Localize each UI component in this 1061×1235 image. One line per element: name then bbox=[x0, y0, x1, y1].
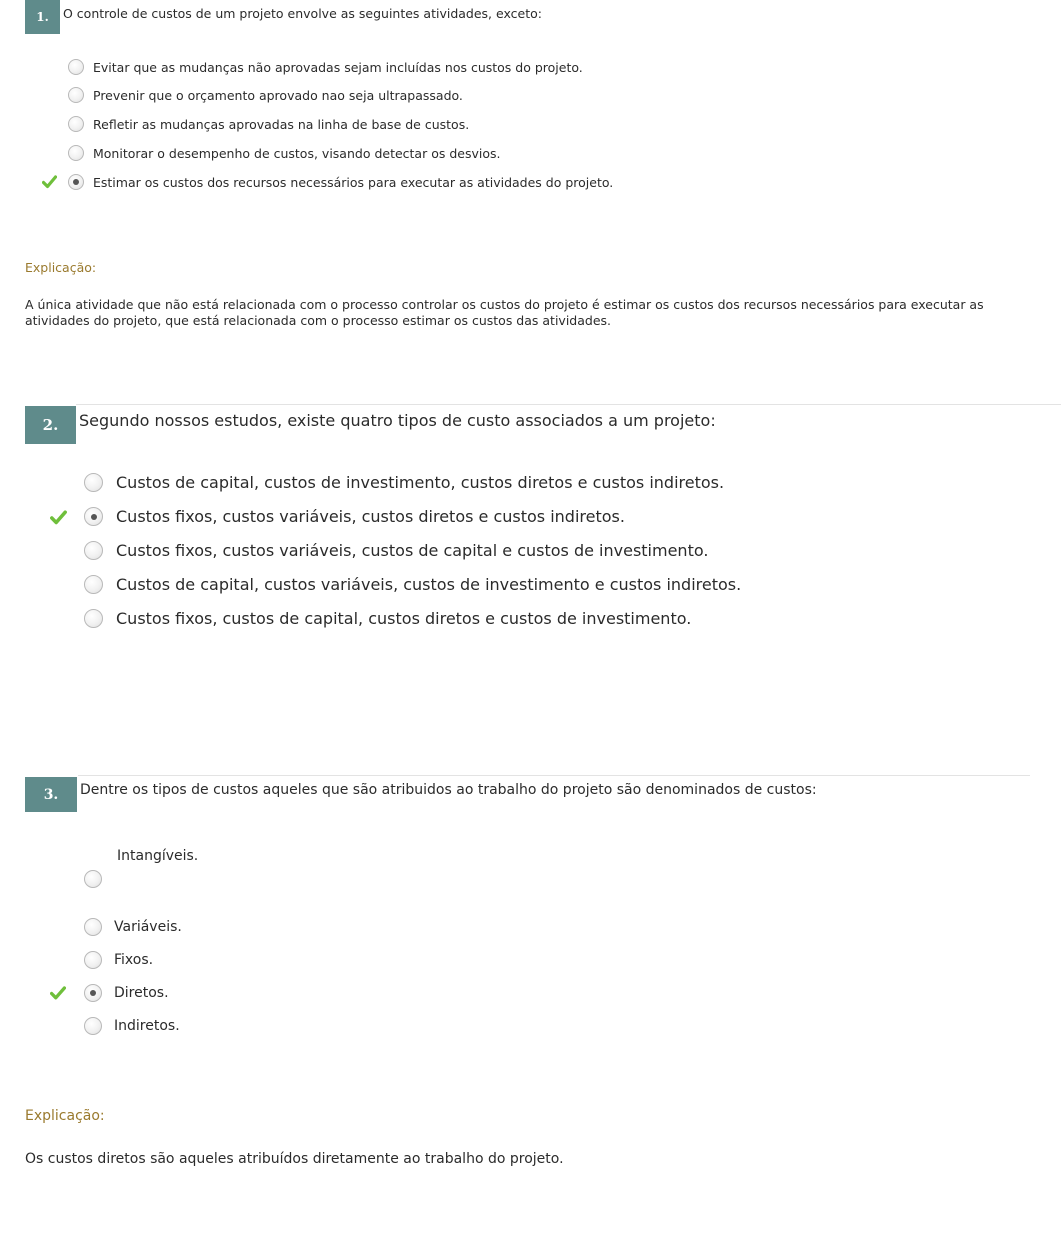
explanation-line: A única atividade que não está relacionada com o processo controlar os custos do projeto é estimar os custos dos recursos necessários para executar as bbox=[25, 297, 984, 312]
question-text: Dentre os tipos de custos aqueles que são atribuidos ao trabalho do projeto são denominados de custos: bbox=[80, 782, 817, 798]
option-2-1[interactable] bbox=[84, 473, 724, 492]
option-label: Custos fixos, custos variáveis, custos diretos e custos indiretos. bbox=[116, 507, 625, 526]
option-3-5[interactable] bbox=[84, 1017, 180, 1035]
option-label: Custos fixos, custos variáveis, custos de capital e custos de investimento. bbox=[116, 541, 709, 560]
option-label: Variáveis. bbox=[114, 919, 182, 935]
check-icon bbox=[50, 510, 67, 525]
explanation-label: Explicação: bbox=[25, 1108, 105, 1124]
explanation-line: atividades do projeto, que está relacionada com o processo estimar os custos das atividades. bbox=[25, 313, 611, 328]
option-label: Custos de capital, custos variáveis, custos de investimento e custos indiretos. bbox=[116, 575, 742, 594]
radio-button[interactable] bbox=[84, 1017, 102, 1035]
question-text: Segundo nossos estudos, existe quatro tipos de custo associados a um projeto: bbox=[79, 411, 716, 430]
check-icon bbox=[50, 986, 66, 1000]
option-2-2[interactable] bbox=[84, 507, 625, 526]
radio-button-selected[interactable] bbox=[84, 507, 103, 526]
option-3-3[interactable] bbox=[84, 951, 153, 969]
radio-button[interactable] bbox=[68, 116, 84, 132]
option-label: Estimar os custos dos recursos necessários para executar as atividades do projeto. bbox=[93, 174, 614, 190]
radio-button[interactable] bbox=[84, 575, 103, 594]
option-1-3[interactable] bbox=[68, 116, 469, 132]
option-1-2[interactable] bbox=[68, 87, 463, 103]
option-2-5[interactable] bbox=[84, 609, 691, 628]
option-label: Monitorar o desempenho de custos, visando detectar os desvios. bbox=[93, 145, 501, 161]
question-text: O controle de custos de um projeto envolve as seguintes atividades, exceto: bbox=[63, 6, 542, 21]
radio-button-selected[interactable] bbox=[84, 984, 102, 1002]
option-1-4[interactable] bbox=[68, 145, 500, 161]
radio-button[interactable] bbox=[84, 541, 103, 560]
radio-button[interactable] bbox=[68, 59, 84, 75]
explanation-label: Explicação: bbox=[25, 260, 97, 275]
option-1-1[interactable] bbox=[68, 59, 583, 75]
option-2-3[interactable] bbox=[84, 541, 708, 560]
radio-button[interactable] bbox=[84, 473, 103, 492]
option-1-5[interactable] bbox=[68, 174, 613, 190]
option-label: Evitar que as mudanças não aprovadas sejam incluídas nos custos do projeto. bbox=[93, 59, 583, 75]
radio-button[interactable] bbox=[84, 609, 103, 628]
option-label: Refletir as mudanças aprovadas na linha de base de custos. bbox=[93, 116, 470, 132]
divider bbox=[78, 775, 1030, 776]
radio-button[interactable] bbox=[68, 87, 84, 103]
radio-button[interactable] bbox=[84, 870, 102, 888]
radio-button-selected[interactable] bbox=[68, 174, 84, 190]
option-label: Intangíveis. bbox=[117, 848, 199, 864]
option-2-4[interactable] bbox=[84, 575, 741, 594]
option-label: Indiretos. bbox=[114, 1018, 180, 1034]
option-label: Custos de capital, custos de investimento, custos diretos e custos indiretos. bbox=[116, 473, 725, 492]
option-label: Diretos. bbox=[114, 985, 169, 1001]
check-icon bbox=[42, 175, 57, 189]
option-label: Fixos. bbox=[114, 952, 154, 968]
question-number-badge: 2. bbox=[25, 406, 76, 444]
question-number-badge: 1. bbox=[25, 0, 60, 34]
radio-button[interactable] bbox=[68, 145, 84, 161]
option-label: Prevenir que o orçamento aprovado nao seja ultrapassado. bbox=[93, 87, 463, 103]
question-number-badge: 3. bbox=[25, 777, 77, 812]
explanation-line: Os custos diretos são aqueles atribuídos diretamente ao trabalho do projeto. bbox=[25, 1151, 564, 1167]
radio-button[interactable] bbox=[84, 918, 102, 936]
option-label: Custos fixos, custos de capital, custos diretos e custos de investimento. bbox=[116, 609, 692, 628]
divider bbox=[76, 404, 1061, 405]
option-3-2[interactable] bbox=[84, 918, 182, 936]
option-3-4[interactable] bbox=[84, 984, 169, 1002]
radio-button[interactable] bbox=[84, 951, 102, 969]
